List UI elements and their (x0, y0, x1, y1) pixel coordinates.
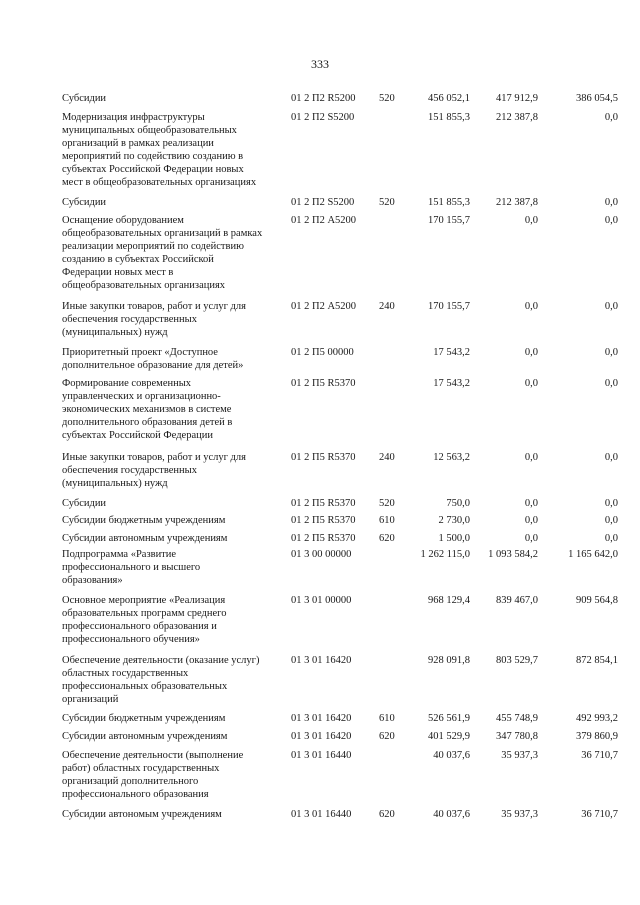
row-code: 01 3 01 16420 (291, 713, 352, 724)
row-value-1: 40 037,6 (433, 750, 470, 761)
row-value-2: 0,0 (524, 301, 538, 312)
row-code: 01 2 П2 R5200 (291, 93, 356, 104)
row-name: Субсидии автономным учреждениям (62, 533, 228, 544)
row-name: Обеспечение деятельности (выполнение работ) областных государственных организаций дополнительного профессионального образования (62, 750, 244, 800)
row-type: 520 (379, 197, 395, 208)
row-value-2: 35 937,3 (501, 750, 538, 761)
row-type: 620 (379, 533, 395, 544)
row-value-3: 0,0 (604, 347, 618, 358)
row-value-1: 151 855,3 (428, 197, 470, 208)
row-value-2: 1 093 584,2 (488, 549, 538, 560)
row-name: Субсидии автономным учреждениям (62, 731, 228, 742)
row-name: Иные закупки товаров, работ и услуг для обеспечения государственных (муниципальных) нужд (62, 452, 246, 489)
row-type: 520 (379, 93, 395, 104)
row-value-1: 17 543,2 (433, 347, 470, 358)
row-code: 01 3 01 16420 (291, 655, 352, 666)
row-name: Субсидии бюджетным учреждениям (62, 515, 226, 526)
row-name: Оснащение оборудованием общеобразовательных организаций в рамках реализации мероприятий по содействию созданию в субъектах Российской Федерации новых мест в общеобразовательных организациях (62, 215, 263, 291)
row-type: 610 (379, 515, 395, 526)
row-value-2: 455 748,9 (496, 713, 538, 724)
row-value-3: 0,0 (604, 498, 618, 509)
row-value-3: 36 710,7 (581, 809, 618, 820)
row-value-1: 928 091,8 (428, 655, 470, 666)
row-value-2: 803 529,7 (496, 655, 538, 666)
row-value-3: 1 165 642,0 (568, 549, 618, 560)
row-code: 01 2 П5 R5370 (291, 498, 356, 509)
row-value-1: 2 730,0 (438, 515, 470, 526)
row-value-1: 1 262 115,0 (420, 549, 470, 560)
row-value-1: 526 561,9 (428, 713, 470, 724)
row-name: Основное мероприятие «Реализация образовательных программ среднего профессионального образования и профессионального обучения» (62, 595, 227, 645)
row-name: Субсидии автономым учреждениям (62, 809, 222, 820)
row-value-3: 0,0 (604, 301, 618, 312)
row-value-2: 417 912,9 (496, 93, 538, 104)
row-value-3: 0,0 (604, 515, 618, 526)
row-value-2: 0,0 (524, 452, 538, 463)
row-code: 01 3 01 16440 (291, 809, 352, 820)
row-type: 240 (379, 452, 395, 463)
row-value-1: 12 563,2 (433, 452, 470, 463)
row-name: Приоритетный проект «Доступное дополнительное образование для детей» (62, 347, 244, 371)
row-value-3: 379 860,9 (576, 731, 618, 742)
row-code: 01 2 П2 S5200 (291, 197, 355, 208)
row-value-2: 0,0 (524, 515, 538, 526)
page-number: 333 (311, 57, 329, 71)
row-value-2: 839 467,0 (496, 595, 538, 606)
row-code: 01 2 П5 R5370 (291, 533, 356, 544)
row-value-3: 0,0 (604, 452, 618, 463)
row-value-2: 0,0 (524, 533, 538, 544)
row-name: Модернизация инфраструктуры муниципальных общеобразовательных организаций в рамках реализации мероприятий по содействию созданию в субъектах Российской Федерации новых мест в общеобразовательных организациях (62, 112, 257, 188)
row-value-3: 909 564,8 (576, 595, 618, 606)
row-name: Субсидии бюджетным учреждениям (62, 713, 226, 724)
row-value-3: 872 854,1 (576, 655, 618, 666)
row-value-2: 0,0 (524, 378, 538, 389)
row-code: 01 3 01 00000 (291, 595, 352, 606)
row-code: 01 2 П5 00000 (291, 347, 354, 358)
row-value-1: 750,0 (446, 498, 470, 509)
row-name: Субсидии (62, 93, 107, 104)
row-value-3: 0,0 (604, 533, 618, 544)
row-value-2: 212 387,8 (496, 112, 538, 123)
row-value-2: 0,0 (524, 498, 538, 509)
row-value-3: 0,0 (604, 378, 618, 389)
row-name: Обеспечение деятельности (оказание услуг) областных государственных профессиональных образовательных организаций (62, 655, 260, 705)
row-value-1: 40 037,6 (433, 809, 470, 820)
row-type: 240 (379, 301, 395, 312)
row-name: Формирование современных управленческих и организационно- экономических механизмов в системе дополнительного образования детей в субъектах Российской Федерации (62, 378, 233, 441)
row-code: 01 2 П5 R5370 (291, 378, 356, 389)
row-value-2: 0,0 (524, 347, 538, 358)
row-value-1: 17 543,2 (433, 378, 470, 389)
row-value-1: 456 052,1 (428, 93, 470, 104)
row-value-1: 170 155,7 (428, 215, 470, 226)
row-value-1: 401 529,9 (428, 731, 470, 742)
row-type: 520 (379, 498, 395, 509)
row-value-3: 36 710,7 (581, 750, 618, 761)
row-code: 01 3 01 16440 (291, 750, 352, 761)
row-code: 01 2 П5 R5370 (291, 452, 356, 463)
row-value-2: 212 387,8 (496, 197, 538, 208)
row-value-3: 386 054,5 (576, 93, 618, 104)
row-value-2: 35 937,3 (501, 809, 538, 820)
row-type: 610 (379, 713, 395, 724)
row-name: Субсидии (62, 197, 107, 208)
row-value-2: 0,0 (524, 215, 538, 226)
row-value-1: 968 129,4 (428, 595, 470, 606)
row-code: 01 2 П2 S5200 (291, 112, 355, 123)
row-type: 620 (379, 731, 395, 742)
row-code: 01 3 00 00000 (291, 549, 352, 560)
row-type: 620 (379, 809, 395, 820)
row-name: Субсидии (62, 498, 107, 509)
row-code: 01 3 01 16420 (291, 731, 352, 742)
row-name: Иные закупки товаров, работ и услуг для обеспечения государственных (муниципальных) нужд (62, 301, 246, 338)
row-code: 01 2 П2 А5200 (291, 215, 357, 226)
row-value-3: 0,0 (604, 112, 618, 123)
row-code: 01 2 П5 R5370 (291, 515, 356, 526)
row-value-3: 0,0 (604, 197, 618, 208)
row-value-1: 151 855,3 (428, 112, 470, 123)
row-value-2: 347 780,8 (496, 731, 538, 742)
row-value-3: 492 993,2 (576, 713, 618, 724)
row-value-3: 0,0 (604, 215, 618, 226)
row-name: Подпрограмма «Развитие профессионального и высшего образования» (62, 549, 201, 586)
row-code: 01 2 П2 А5200 (291, 301, 357, 312)
row-value-1: 170 155,7 (428, 301, 470, 312)
row-value-1: 1 500,0 (438, 533, 470, 544)
